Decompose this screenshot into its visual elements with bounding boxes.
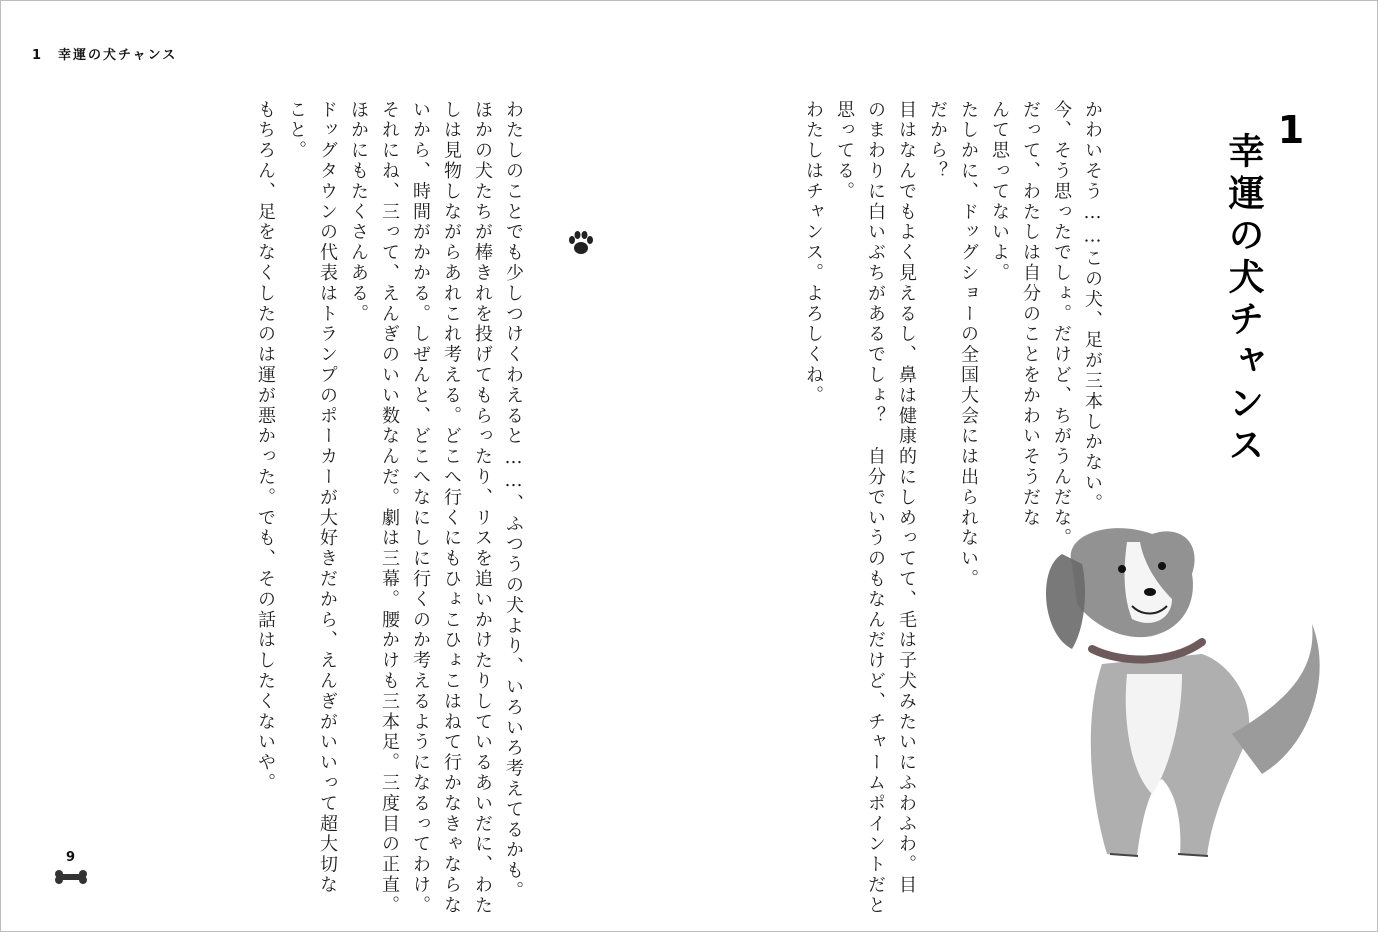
page-number: 9 [66, 850, 76, 865]
text-line: わたしのことでも少しつけくわえると……、ふつうの犬より、いろいろ考えてるかも。 [503, 100, 524, 902]
text-line: しは見物しながらあれこれ考える。どこへ行くにもひょこひょこはねて行かなきゃならな [441, 100, 462, 916]
text-line: それにね、三って、えんぎのいい数なんだ。劇は三幕。腰かけも三本足。三度目の正直。 [379, 100, 400, 916]
text-line: ドッグタウンの代表はトランプのポーカーが大好きだから、えんぎがいいって超大切な [317, 100, 338, 896]
dog-illustration [1032, 524, 1332, 869]
running-header: 1 幸運の犬チャンス [32, 48, 178, 63]
text-line: こと。 [286, 100, 307, 162]
text-line: ほかの犬たちが棒きれを投げてもらったり、リスを追いかけたりしているあいだに、わた [472, 100, 493, 916]
text-line: いから、時間がかかる。しぜんと、どこへなにしに行くのか考えるようになるってわけ。 [410, 100, 431, 916]
text-line: もちろん、足をなくしたのは運が悪かった。でも、その話はしたくないや。 [255, 100, 276, 794]
paw-icon [566, 228, 596, 258]
text-line: だから？ [927, 100, 948, 182]
left-page-text [250, 100, 529, 916]
text-line: わたしはチャンス。よろしくね。 [803, 100, 824, 406]
text-line: んて思ってないよ。 [989, 100, 1010, 284]
chapter-number: 1 [1269, 108, 1313, 152]
text-line: だって、わたしは自分のことをかわいそうだな [1020, 100, 1041, 529]
text-line: 目はなんでもよく見えるし、鼻は健康的にしめってて、毛は子犬みたいにふわふわ。目 [896, 100, 917, 896]
chapter-heading [1218, 108, 1313, 468]
text-line: たしかに、ドッグショーの全国大会には出られない。 [958, 100, 979, 590]
text-line: かわいそう……この犬、足が三本しかない。 [1082, 100, 1103, 514]
text-line: ほかにもたくさんある。 [348, 100, 369, 325]
bone-icon [54, 870, 88, 884]
text-line: 今、そう思ったでしょ。だけど、ちがうんだな。 [1051, 100, 1072, 549]
chapter-title: 幸運の犬チャンス [1223, 132, 1264, 468]
text-line: のまわりに白いぶちがあるでしょ？ 自分でいうのもなんだけど、チャームポイントだと [865, 100, 886, 916]
text-line: 思ってる。 [834, 100, 855, 202]
